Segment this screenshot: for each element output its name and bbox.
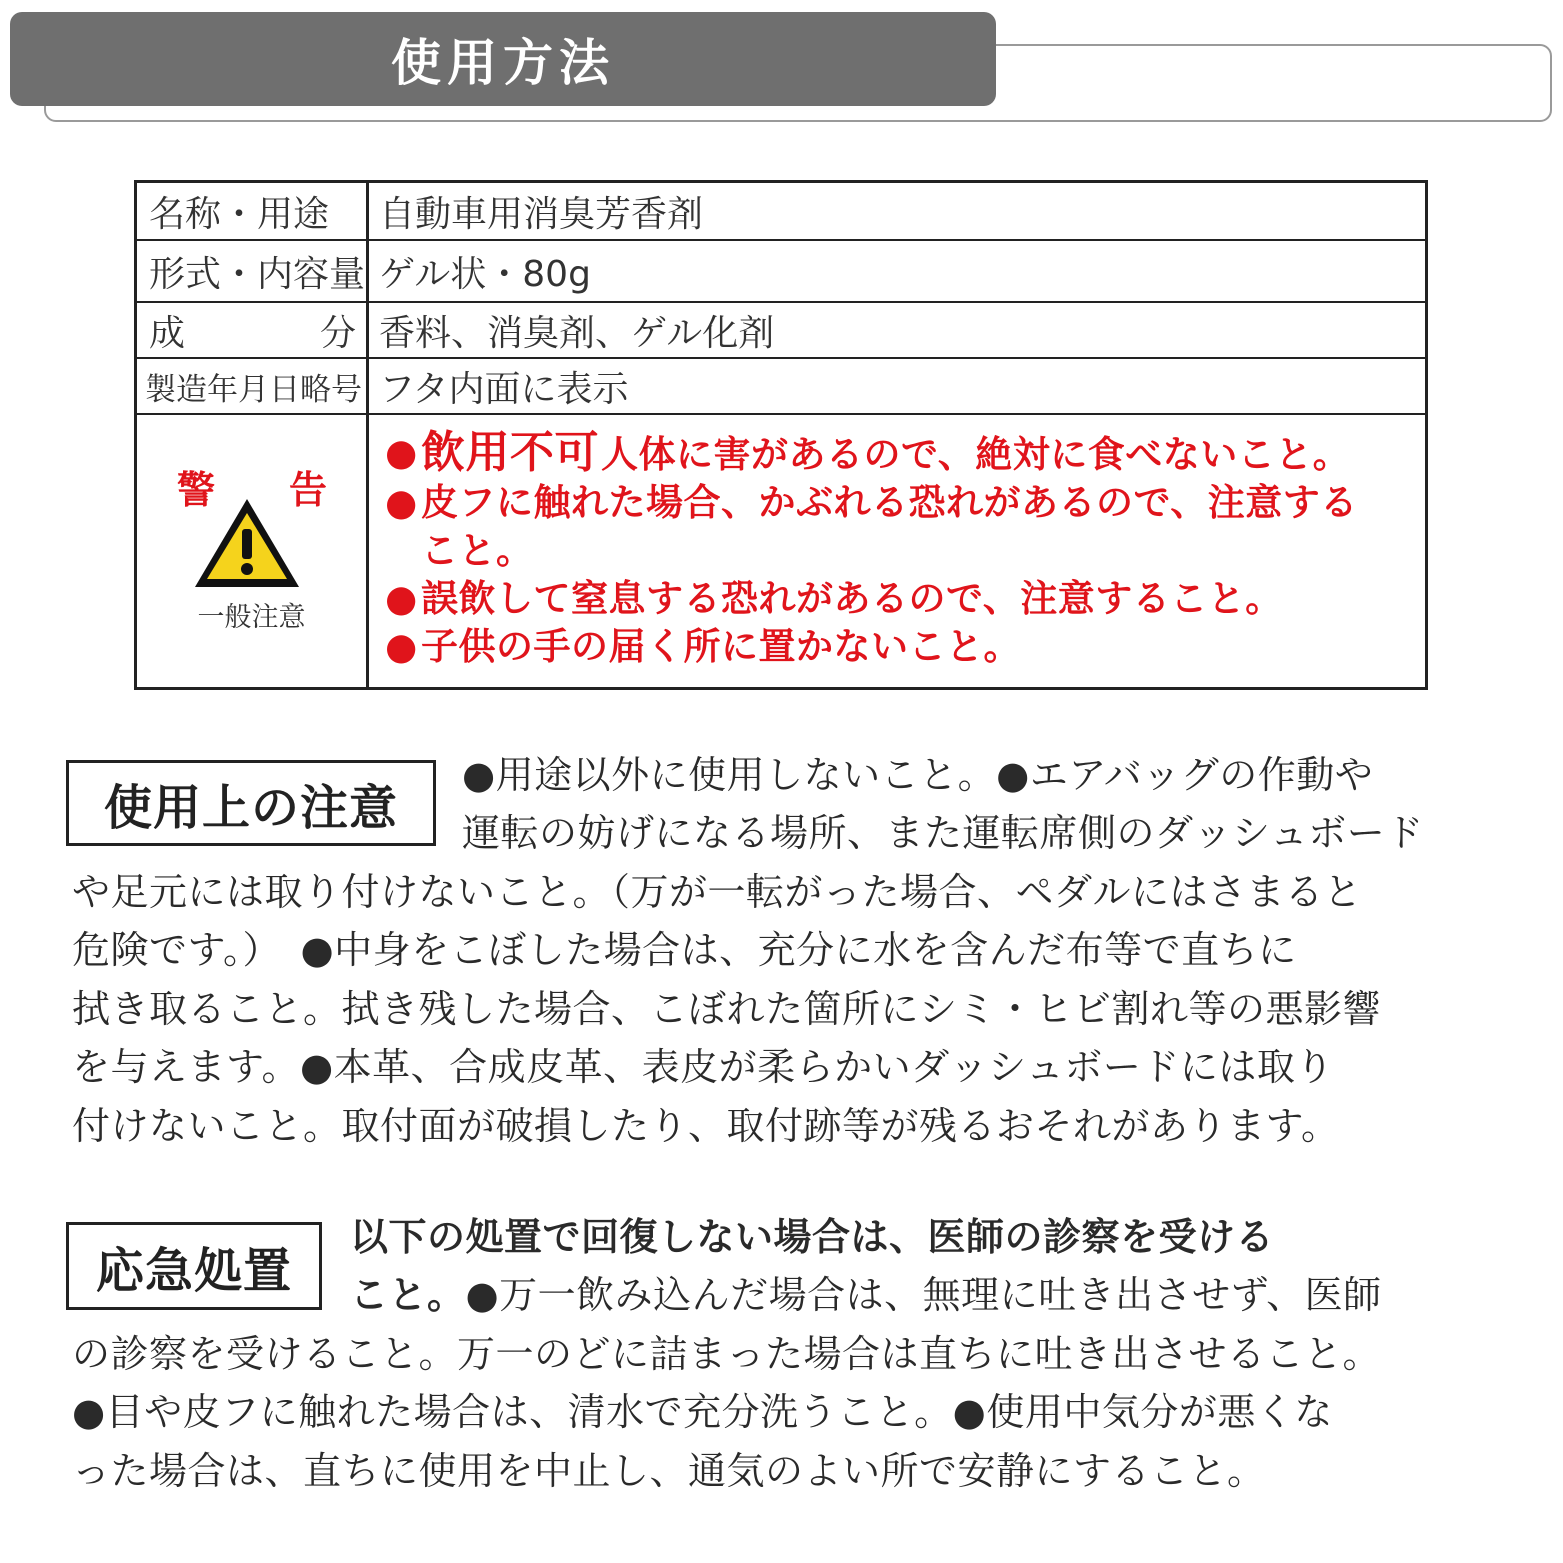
warning-item <box>385 429 1415 479</box>
warning-text: 皮フに触れた場合、かぶれる恐れがあるので、注意する <box>421 481 1358 524</box>
warning-text: 人体に害があるので、絶対に食べないこと。 <box>601 433 1351 476</box>
warning-icon-label: 一般注意 <box>197 602 306 633</box>
spec-value: フタ内面に表示 <box>379 368 629 410</box>
usage-notes-line: 運転の妨げになる場所、また運転席側のダッシュボード <box>462 811 1424 855</box>
warning-text: こと。 <box>421 529 534 572</box>
spec-label: 製造年月日略号 <box>137 359 369 413</box>
spec-row-name <box>137 183 1425 241</box>
spec-row-lot-code <box>137 359 1425 415</box>
first-aid-line <box>350 1266 1382 1325</box>
page-title: 使用方法 <box>391 34 615 92</box>
spec-value: 香料、消臭剤、ゲル化剤 <box>379 312 775 354</box>
warning-item <box>385 575 1415 623</box>
bullet: ● <box>385 431 418 474</box>
usage-notes-line: を与えます。●本革、合成皮革、表皮が柔らかいダッシュボードには取り <box>72 1045 1334 1089</box>
spec-table <box>134 180 1428 690</box>
spec-label: 名称・用途 <box>137 183 369 239</box>
warning-row <box>137 415 1425 687</box>
warning-item <box>385 623 1415 671</box>
warning-label-cell <box>137 415 369 687</box>
first-aid-line <box>350 1208 1274 1267</box>
warning-triangle-icon <box>191 495 303 591</box>
warning-title-left: 警 <box>177 468 216 512</box>
first-aid-line: ●目や皮フに触れた場合は、清水で充分洗うこと。●使用中気分が悪くな <box>72 1390 1333 1434</box>
warning-title-right: 告 <box>288 468 327 512</box>
spec-label-right: 分 <box>319 312 356 354</box>
first-aid-line: の診察を受けること。万一のどに詰まった場合は直ちに吐き出させること。 <box>72 1332 1382 1376</box>
usage-notes-line: 危険です。） ●中身をこぼした場合は、充分に水を含んだ布等で直ちに <box>72 928 1297 972</box>
spec-label-left: 成 <box>149 312 186 354</box>
usage-notes-line: や足元には取り付けないこと。（万が一転がった場合、ペダルにはさまると <box>72 870 1363 914</box>
first-aid-text: ●万一飲み込んだ場合は、無理に吐き出させず、医師 <box>465 1273 1382 1317</box>
spec-row-format <box>137 241 1425 303</box>
bullet: ● <box>385 577 418 620</box>
usage-notes-line: 付けないこと。取付面が破損したり、取付跡等が残るおそれがあります。 <box>72 1104 1340 1148</box>
spec-row-ingredients <box>137 303 1425 359</box>
spec-label: 形式・内容量 <box>137 241 369 301</box>
first-aid-label: 応急処置 <box>66 1222 322 1310</box>
bullet: ● <box>385 481 418 524</box>
warning-item <box>385 479 1415 527</box>
usage-notes-line: 拭き取ること。拭き残した場合、こぼれた箇所にシミ・ヒビ割れ等の悪影響 <box>72 987 1382 1031</box>
spec-value: 自動車用消臭芳香剤 <box>379 193 704 235</box>
first-aid-bold-text: 以下の処置で回復しない場合は、医師の診察を受ける <box>350 1215 1275 1259</box>
first-aid-line: った場合は、直ちに使用を中止し、通気のよい所で安静にすること。 <box>72 1449 1266 1493</box>
warning-text: 子供の手の届く所に置かないこと。 <box>421 625 1021 668</box>
usage-notes-line: ●用途以外に使用しないこと。●エアバッグの作動や <box>462 753 1374 797</box>
warning-text: 誤飲して窒息する恐れがあるので、注意すること。 <box>421 577 1283 620</box>
warning-item <box>385 527 1415 575</box>
spec-value: ゲル状・80g <box>379 253 591 295</box>
first-aid-bold-text: こと。 <box>350 1273 466 1317</box>
title-bar <box>10 12 996 106</box>
warning-lead: 飲用不可 <box>421 427 599 478</box>
bullet: ● <box>385 625 418 668</box>
spec-label <box>137 303 369 357</box>
warning-list <box>369 415 1425 687</box>
usage-notes-label: 使用上の注意 <box>66 760 436 846</box>
bullet <box>385 527 421 575</box>
